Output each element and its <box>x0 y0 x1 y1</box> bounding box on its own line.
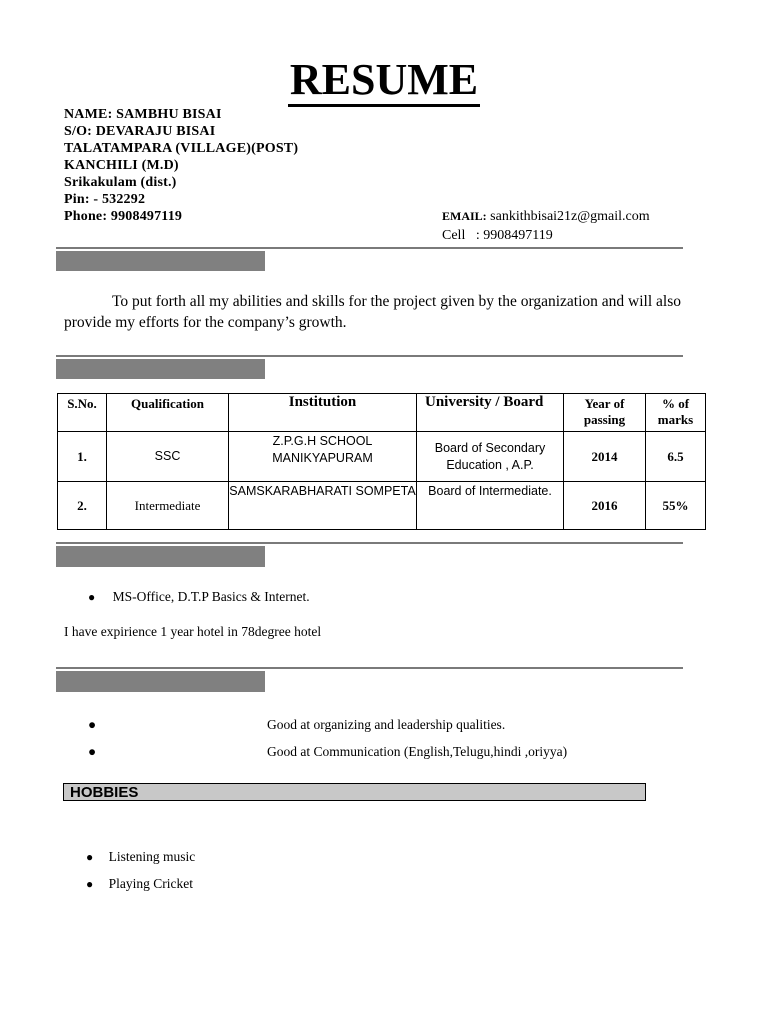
hobby-list-item <box>86 849 195 865</box>
section-divider <box>56 542 683 544</box>
section-header-band <box>56 671 265 692</box>
district-line: Srikakulam (dist.) <box>64 175 177 190</box>
header-board: University / Board <box>417 394 564 432</box>
hobby-text: Playing Cricket <box>108 876 193 891</box>
cell-value: : 9908497119 <box>475 228 553 243</box>
section-divider <box>56 667 683 669</box>
skill-text: MS-Office, D.T.P Basics & Internet. <box>112 589 310 604</box>
pin-line: Pin: - 532292 <box>64 192 146 207</box>
header-institution: Institution <box>229 394 417 432</box>
parent-line: S/O: DEVARAJU BISAI <box>64 124 216 139</box>
email-value: sankithbisai21z@gmail.com <box>490 209 650 224</box>
strength-bullet-icon: ● <box>88 744 97 759</box>
hobby-text: Listening music <box>108 849 196 864</box>
hobby-list-item <box>86 876 193 892</box>
section-header-band <box>56 546 265 567</box>
personal-details <box>64 106 298 225</box>
cell-board: Board of Intermediate. <box>417 482 564 530</box>
cell-sno: 2. <box>58 482 107 530</box>
bullet-icon: ● <box>86 877 94 891</box>
cell-marks: 6.5 <box>646 432 706 482</box>
contact-block <box>442 207 650 245</box>
cell-label: Cell <box>442 228 466 243</box>
name-line: NAME: SAMBHU BISAI <box>64 107 222 122</box>
objective-text <box>64 291 684 333</box>
header-sno: S.No. <box>58 394 107 432</box>
bullet-icon: ● <box>88 590 96 604</box>
hobbies-heading: HOBBIES <box>63 783 646 801</box>
objective-paragraph: To put forth all my abilities and skills for the project given by the organization and will also provide my efforts for the company’s growth. <box>64 293 681 331</box>
experience-text: I have expirience 1 year hotel in 78degree hotel <box>64 624 322 639</box>
cell-marks: 55% <box>646 482 706 530</box>
resume-title <box>0 54 768 106</box>
cell-board: Board of Secondary Education , A.P. <box>417 432 564 482</box>
mandal-line: KANCHILI (M.D) <box>64 158 179 173</box>
resume-title-text: RESUME <box>288 55 480 107</box>
strength-item: Good at Communication (English,Telugu,hindi ,oriyya) <box>267 744 568 759</box>
email-line <box>442 207 650 226</box>
skills-list-item <box>88 589 310 605</box>
cell-year: 2016 <box>564 482 646 530</box>
section-divider <box>56 355 683 357</box>
cell-institution: Z.P.G.H SCHOOL MANIKYAPURAM <box>229 432 417 482</box>
strength-item: Good at organizing and leadership qualities. <box>267 717 506 732</box>
phone-line: Phone: 9908497119 <box>64 209 183 224</box>
cell-qualification: Intermediate <box>107 482 229 530</box>
cell-qualification: SSC <box>107 432 229 482</box>
education-table <box>57 393 706 530</box>
cell-line <box>442 226 650 245</box>
header-year: Year of passing <box>564 394 646 432</box>
email-label: EMAIL: <box>442 209 487 223</box>
bullet-icon: ● <box>86 850 94 864</box>
cell-year: 2014 <box>564 432 646 482</box>
table-row <box>58 432 706 482</box>
village-line: TALATAMPARA (VILLAGE)(POST) <box>64 141 299 156</box>
cell-institution: SAMSKARABHARATI SOMPETA <box>229 482 417 530</box>
table-header-row <box>58 394 706 432</box>
header-marks: % of marks <box>646 394 706 432</box>
section-header-band <box>56 251 265 271</box>
section-header-band <box>56 359 265 379</box>
table-row <box>58 482 706 530</box>
strength-bullet-icon: ● <box>88 717 97 732</box>
section-divider <box>56 247 683 249</box>
cell-sno: 1. <box>58 432 107 482</box>
header-qualification: Qualification <box>107 394 229 432</box>
